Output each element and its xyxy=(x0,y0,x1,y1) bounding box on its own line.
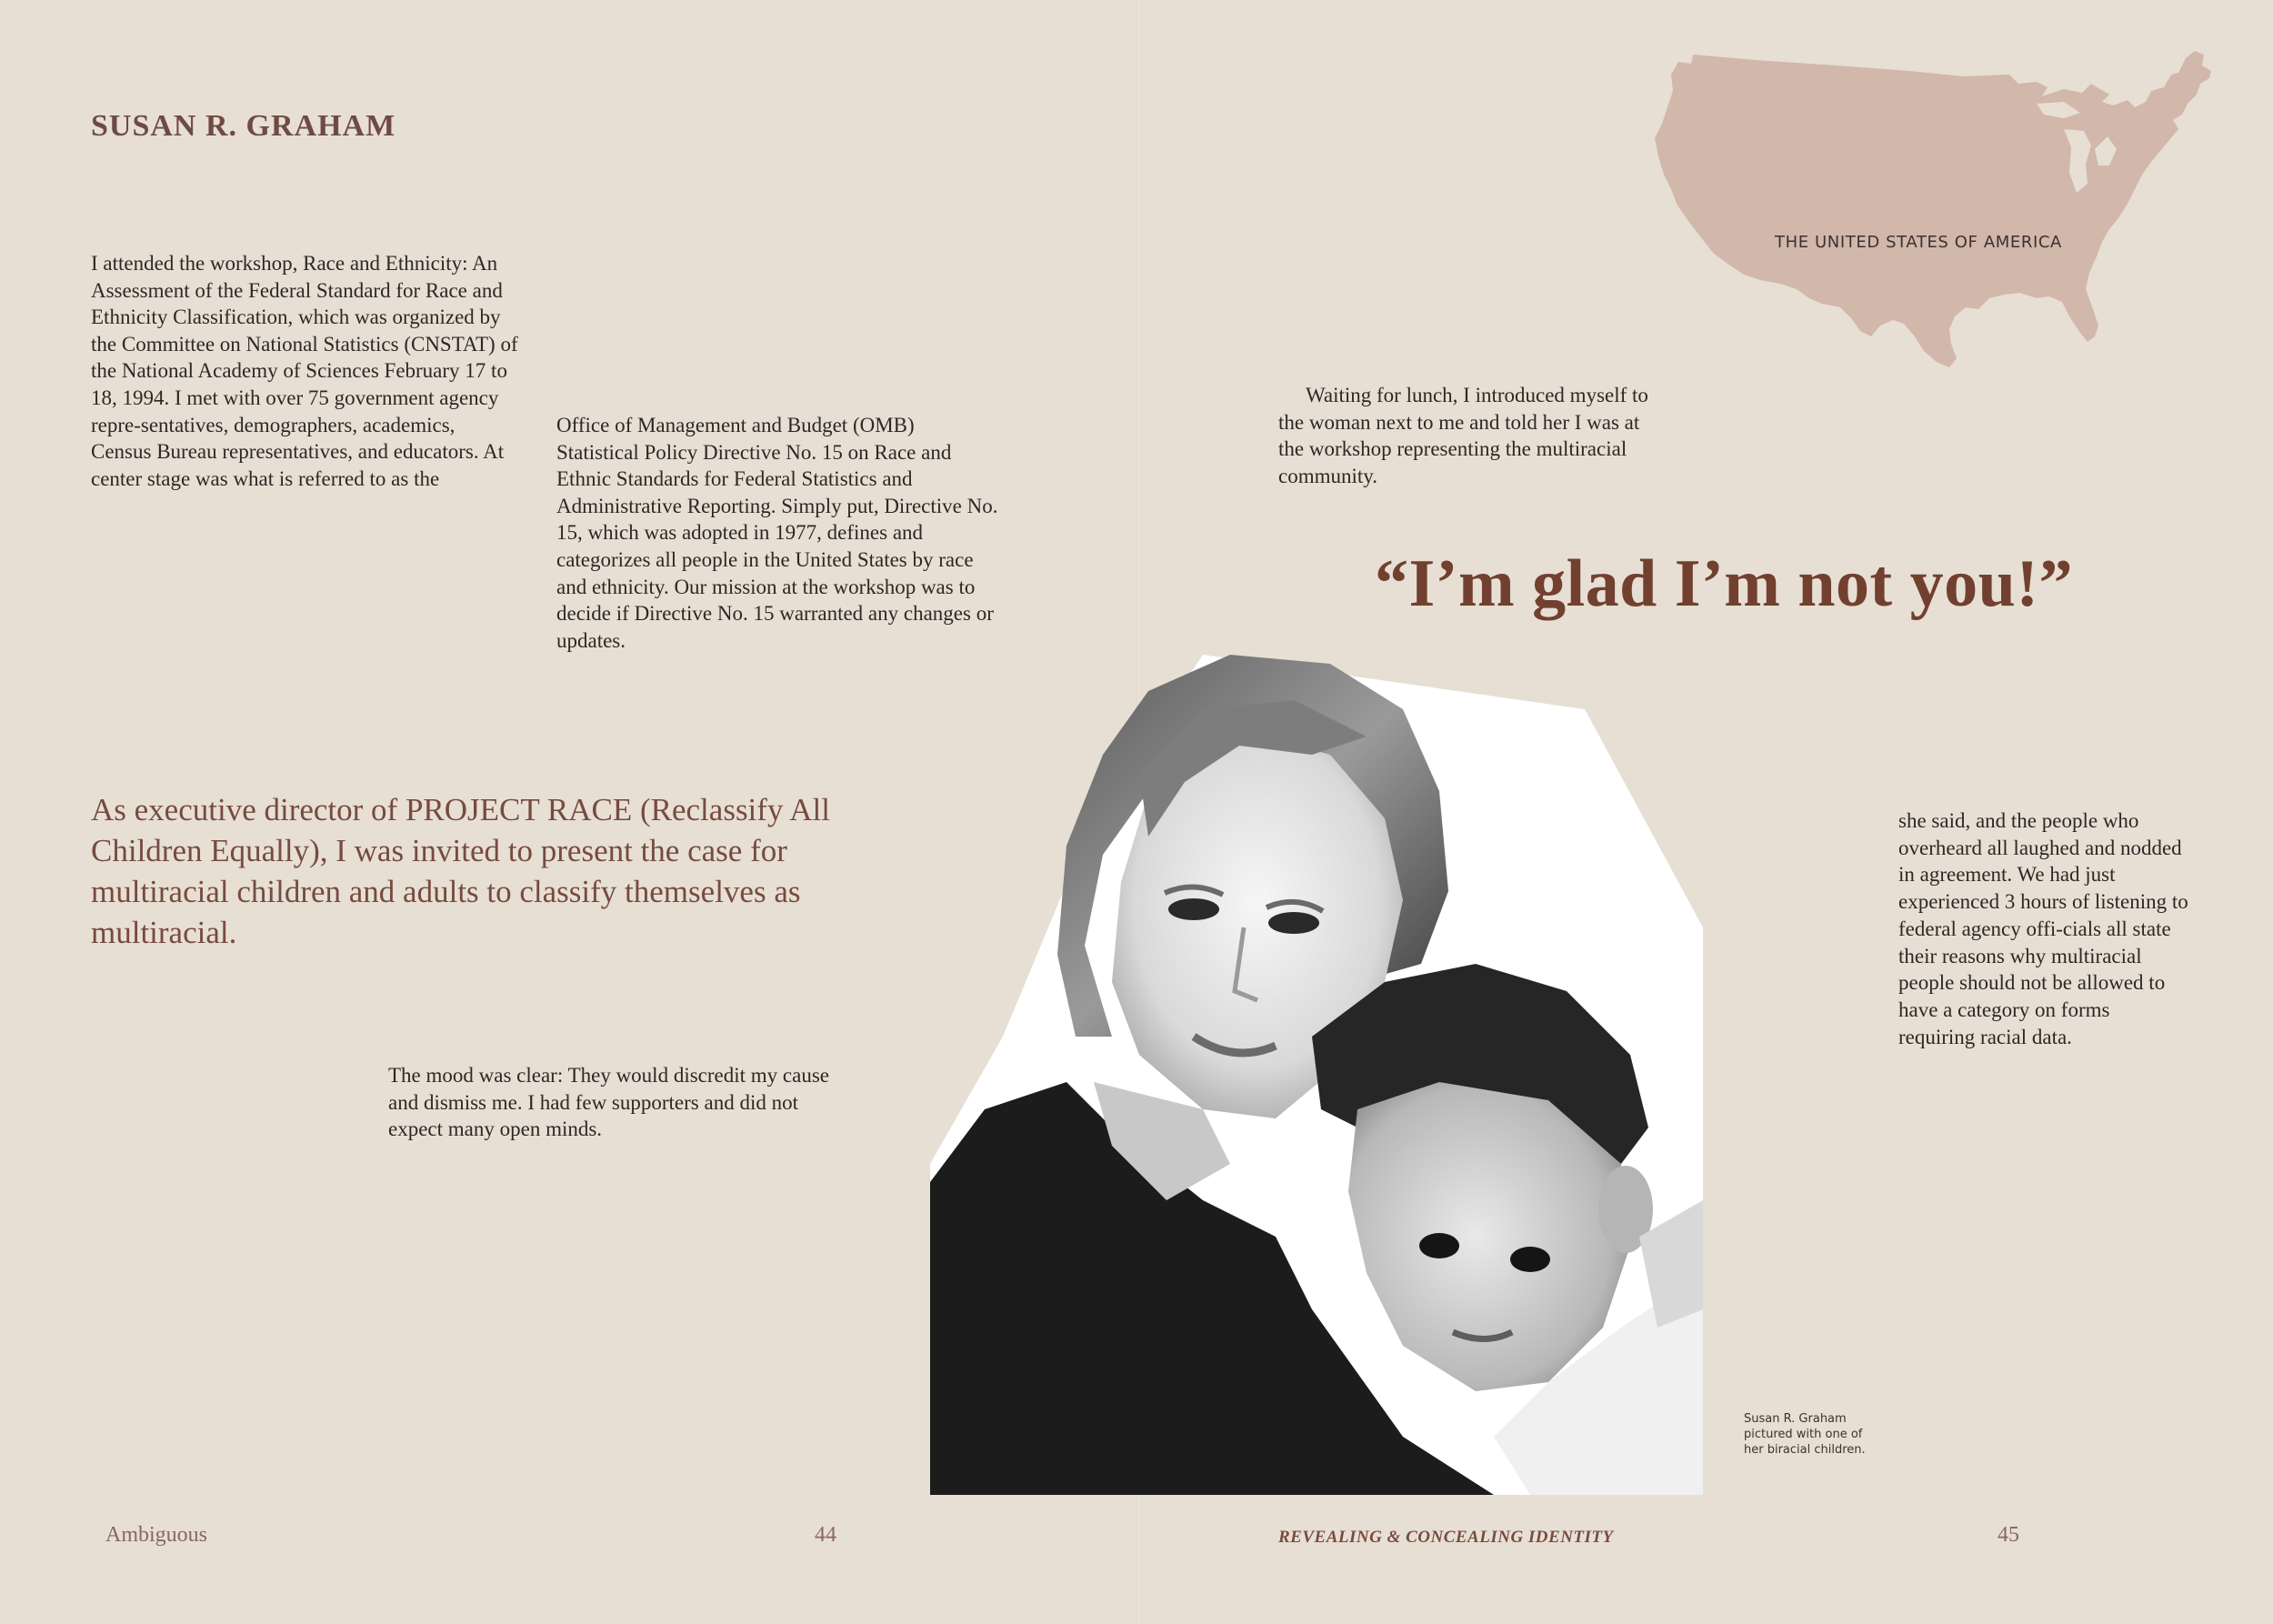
map-label: THE UNITED STATES OF AMERICA xyxy=(1775,233,2062,252)
paragraph-workshop: I attended the workshop, Race and Ethnicity: An Assessment of the Federal Standard for Race and Ethnicity Classification, which was organized by the Committee on National Statistics (CNSTAT) of the National Academy of Sciences February 17 to 18, 1994. I met with over 75 government agency repre-sentatives, demographers, academics, Census Bureau representatives, and educators. At center stage was what is referred to as the xyxy=(91,252,518,490)
author-name: SUSAN R. GRAHAM xyxy=(91,109,396,143)
big-quote: “I’m glad I’m not you!” xyxy=(1375,546,2073,621)
pull-quote: As executive director of PROJECT RACE (Reclassify All Children Equally), I was invited to present the case for multiracial children and adults to classify themselves as multiracial. xyxy=(91,792,830,950)
footer-section-title: REVEALING & CONCEALING IDENTITY xyxy=(1278,1528,1614,1547)
paragraph-directive: Office of Management and Budget (OMB) Statistical Policy Directive No. 15 on Race and Ethnic Standards for Federal Statistics and Administrative Reporting. Simply put, Directive No. 15, which was adopted in 1977, defines and categorizes all people in the United States by race and ethnicity. Our mission at the workshop was to decide if Directive No. 15 warranted any changes or updates. xyxy=(556,414,998,652)
page-number-left: 44 xyxy=(815,1523,836,1547)
paragraph-mood: The mood was clear: They would discredit my cause and dismiss me. I had few supporters and did not expect many open minds. xyxy=(388,1064,829,1141)
photo-caption: Susan R. Graham pictured with one of her biracial children. xyxy=(1744,1412,1866,1457)
portrait-photo xyxy=(930,655,1703,1495)
paragraph-said: she said, and the people who overheard all laughed and nodded in agreement. We had just experienced 3 hours of listening to federal agency offi-cials all state their reasons why multiracial people should not be allowed to have a category on forms requiring racial data. xyxy=(1898,809,2188,1048)
paragraph-lunch xyxy=(1278,382,1660,489)
paragraph-lunch-text: Waiting for lunch, I introduced myself to the woman next to me and told her I was at the workshop representing the multiracial community. xyxy=(1278,384,1648,487)
footer-book-title: Ambiguous xyxy=(105,1523,208,1547)
page-number-right: 45 xyxy=(1998,1523,2019,1547)
